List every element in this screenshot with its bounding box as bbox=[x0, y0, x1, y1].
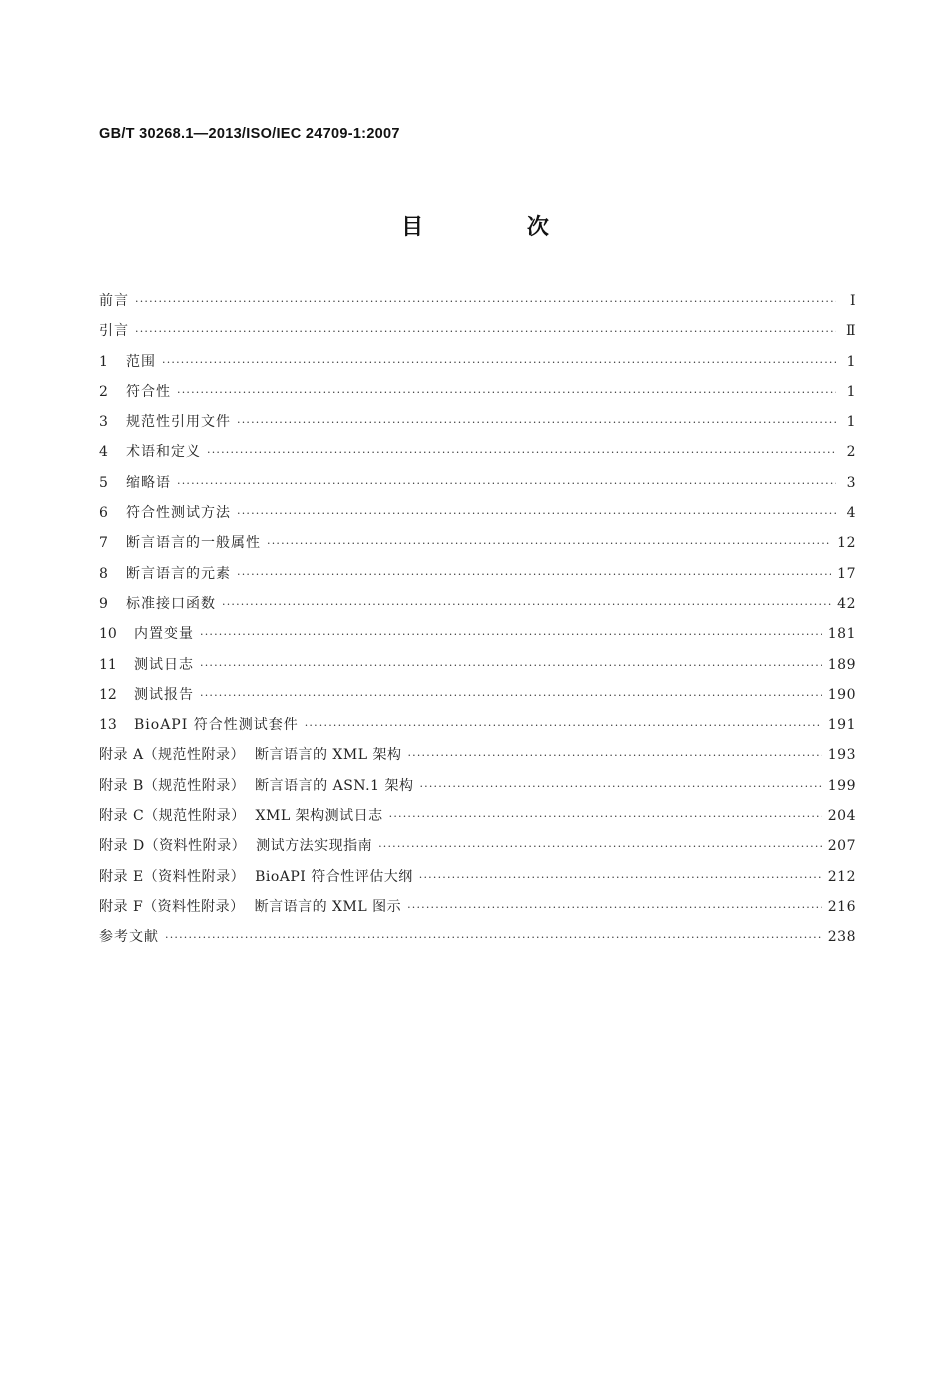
toc-page-number: 189 bbox=[827, 656, 856, 673]
toc-entry-number: 9 bbox=[99, 595, 108, 612]
toc-entry-introduction[interactable] bbox=[99, 320, 856, 350]
toc-entry-11[interactable] bbox=[99, 654, 856, 684]
toc-entry-label: 符合性 bbox=[126, 383, 171, 400]
toc-page-number: 1 bbox=[846, 383, 856, 400]
toc-entry-label: BioAPI 符合性测试套件 bbox=[134, 717, 299, 734]
toc-page-number: 190 bbox=[827, 686, 856, 703]
toc-entry-annex-d[interactable] bbox=[99, 835, 856, 865]
toc-page-number: 4 bbox=[846, 505, 856, 522]
dot-leader bbox=[389, 810, 822, 823]
toc-entry-label: 断言语言的元素 bbox=[126, 565, 231, 582]
toc-entry-3[interactable] bbox=[99, 411, 856, 441]
toc-entry-2[interactable] bbox=[99, 381, 856, 411]
toc-entry-number: 8 bbox=[99, 565, 108, 582]
dot-leader bbox=[407, 901, 822, 914]
dot-leader bbox=[165, 931, 822, 944]
toc-page-number: 216 bbox=[827, 898, 856, 915]
dot-leader bbox=[135, 325, 836, 338]
table-of-contents bbox=[99, 290, 856, 957]
dot-leader bbox=[200, 659, 822, 672]
toc-entry-number: 11 bbox=[99, 656, 117, 673]
toc-entry-1[interactable] bbox=[99, 351, 856, 381]
dot-leader bbox=[207, 446, 836, 459]
toc-entry-number: 1 bbox=[99, 353, 108, 370]
toc-entry-label: 内置变量 bbox=[134, 626, 194, 643]
toc-page-number: Ⅰ bbox=[849, 293, 856, 309]
dot-leader bbox=[200, 689, 822, 702]
toc-entry-label: 符合性测试方法 bbox=[126, 505, 231, 522]
toc-entry-label: 附录 F（资料性附录） 断言语言的 XML 图示 bbox=[99, 898, 402, 915]
toc-entry-10[interactable] bbox=[99, 623, 856, 653]
standard-number: GB/T 30268.1—2013/ISO/IEC 24709-1:2007 bbox=[99, 126, 400, 142]
toc-entry-8[interactable] bbox=[99, 563, 856, 593]
toc-entry-label: 前言 bbox=[99, 293, 129, 309]
toc-page-number: 1 bbox=[846, 353, 856, 370]
toc-entry-number: 6 bbox=[99, 505, 108, 522]
toc-page-number: 207 bbox=[827, 838, 856, 855]
toc-entry-number: 3 bbox=[99, 414, 108, 431]
toc-page-number: 3 bbox=[846, 474, 856, 491]
toc-entry-label: 附录 B（规范性附录） 断言语言的 ASN.1 架构 bbox=[99, 777, 414, 794]
toc-entry-label: 术语和定义 bbox=[126, 444, 201, 461]
toc-entry-12[interactable] bbox=[99, 684, 856, 714]
dot-leader bbox=[237, 568, 831, 581]
dot-leader bbox=[200, 628, 822, 641]
toc-entry-label: 测试报告 bbox=[134, 686, 194, 703]
toc-page-number: 12 bbox=[837, 535, 856, 552]
toc-entry-label: 缩略语 bbox=[126, 474, 171, 491]
toc-page-number: Ⅱ bbox=[845, 323, 856, 340]
toc-page-number: 1 bbox=[846, 414, 856, 431]
toc-page-number: 204 bbox=[827, 808, 856, 825]
toc-entry-label: 参考文献 bbox=[99, 929, 159, 946]
toc-entry-annex-b[interactable] bbox=[99, 775, 856, 805]
toc-page-number: 191 bbox=[827, 717, 856, 734]
dot-leader bbox=[419, 780, 821, 793]
toc-page-number: 181 bbox=[827, 626, 856, 643]
toc-entry-label: 附录 C（规范性附录） XML 架构测试日志 bbox=[99, 808, 383, 825]
toc-entry-label: 规范性引用文件 bbox=[126, 414, 231, 431]
dot-leader bbox=[222, 598, 831, 611]
dot-leader bbox=[305, 719, 822, 732]
toc-entry-label: 标准接口函数 bbox=[126, 595, 216, 612]
dot-leader bbox=[237, 416, 836, 429]
toc-entry-annex-a[interactable] bbox=[99, 744, 856, 774]
toc-page-number: 2 bbox=[846, 444, 856, 461]
toc-entry-13[interactable] bbox=[99, 714, 856, 744]
dot-leader bbox=[162, 356, 836, 369]
toc-entry-4[interactable] bbox=[99, 441, 856, 471]
page-title: 目 次 bbox=[401, 215, 597, 240]
toc-entry-label: 引言 bbox=[99, 323, 129, 340]
toc-page-number: 238 bbox=[827, 929, 856, 946]
toc-entry-9[interactable] bbox=[99, 593, 856, 623]
toc-entry-label: 附录 A（规范性附录） 断言语言的 XML 架构 bbox=[99, 747, 402, 764]
toc-entry-preface[interactable] bbox=[99, 290, 856, 320]
toc-entry-label: 断言语言的一般属性 bbox=[126, 535, 261, 552]
dot-leader bbox=[378, 840, 822, 853]
toc-entry-number: 4 bbox=[99, 444, 108, 461]
toc-entry-label: 范围 bbox=[126, 353, 156, 370]
toc-entry-number: 2 bbox=[99, 383, 108, 400]
toc-page-number: 42 bbox=[837, 595, 856, 612]
toc-entry-number: 7 bbox=[99, 535, 108, 552]
dot-leader bbox=[267, 537, 831, 550]
dot-leader bbox=[237, 507, 836, 520]
dot-leader bbox=[419, 871, 822, 884]
toc-entry-bibliography[interactable] bbox=[99, 926, 856, 956]
toc-entry-number: 13 bbox=[99, 717, 117, 734]
toc-entry-5[interactable] bbox=[99, 472, 856, 502]
toc-entry-label: 测试日志 bbox=[134, 656, 194, 673]
dot-leader bbox=[135, 295, 836, 308]
dot-leader bbox=[177, 477, 836, 490]
toc-page-number: 193 bbox=[827, 747, 856, 764]
toc-page-number: 212 bbox=[827, 868, 856, 885]
dot-leader bbox=[407, 749, 821, 762]
toc-page-number: 199 bbox=[827, 777, 856, 794]
toc-entry-number: 12 bbox=[99, 686, 117, 703]
toc-entry-number: 5 bbox=[99, 474, 108, 491]
toc-entry-label: 附录 D（资料性附录） 测试方法实现指南 bbox=[99, 838, 373, 855]
toc-entry-label: 附录 E（资料性附录） BioAPI 符合性评估大纲 bbox=[99, 868, 413, 885]
toc-entry-annex-c[interactable] bbox=[99, 805, 856, 835]
toc-entry-number: 10 bbox=[99, 626, 117, 643]
toc-entry-6[interactable] bbox=[99, 502, 856, 532]
toc-entry-7[interactable] bbox=[99, 532, 856, 562]
dot-leader bbox=[177, 386, 836, 399]
toc-entry-annex-f[interactable] bbox=[99, 896, 856, 926]
toc-page-number: 17 bbox=[837, 565, 856, 582]
toc-entry-annex-e[interactable] bbox=[99, 866, 856, 896]
